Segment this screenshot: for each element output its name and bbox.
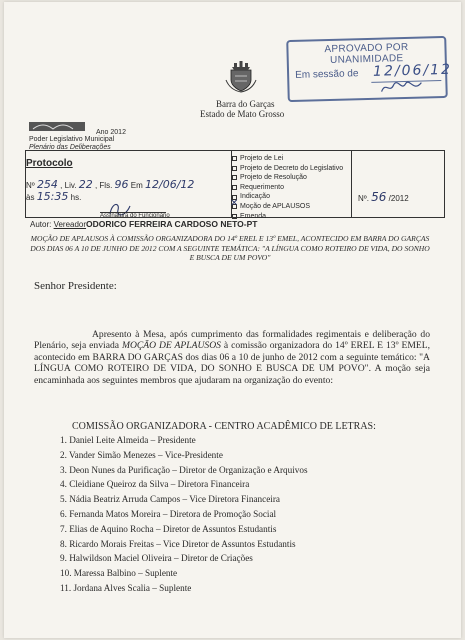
option-projeto-decreto[interactable] xyxy=(232,164,343,174)
author-label: Autor: xyxy=(30,220,52,229)
list-item: 1. Daniel Leite Almeida – Presidente xyxy=(60,435,196,445)
author-role: Vereador xyxy=(53,220,87,229)
protocol-date: 12/06/12 xyxy=(145,178,195,191)
clerk-signature-label: Assinatura do Funcionário xyxy=(100,213,170,219)
protocol-em-label: Em xyxy=(130,181,143,190)
protocol-time: 15:35 xyxy=(36,190,69,203)
doc-number-value: 56 xyxy=(371,190,387,204)
list-item: 11. Jordana Alves Scalia – Suplente xyxy=(60,582,192,593)
municipal-coat-of-arms-icon xyxy=(224,60,258,94)
checkbox[interactable] xyxy=(232,175,237,180)
doc-number-prefix: Nº. xyxy=(358,194,369,203)
option-label: Moção de APLAUSOS xyxy=(240,202,311,210)
option-indicacao[interactable] xyxy=(232,192,343,202)
stamp-date: 12/06/12 xyxy=(372,61,453,80)
protocol-fls: 96 xyxy=(114,178,129,191)
list-item: 6. Fernanda Matos Moreira – Diretora de Promoção Social xyxy=(60,508,277,519)
protocol-as-label: às xyxy=(26,193,35,202)
header-plenary: Plenário das Deliberações xyxy=(29,144,111,151)
stamp-session-label: Em sessão de xyxy=(294,68,359,81)
approval-stamp xyxy=(286,36,453,102)
list-item: 4. Cleidiane Queiroz da Silva – Diretora Financeira xyxy=(60,479,250,490)
option-label: Requerimento xyxy=(240,183,284,191)
option-projeto-resolucao[interactable] xyxy=(232,173,343,183)
list-item: 8. Ricardo Morais Freitas – Vice Diretor de Assuntos Estudantis xyxy=(60,538,296,549)
author-line xyxy=(30,219,257,229)
protocol-fls-label: , Fls. xyxy=(94,181,113,190)
protocol-liv-label: , Liv. xyxy=(60,181,77,190)
protocol-liv: 22 xyxy=(78,178,93,191)
body-paragraph xyxy=(34,329,430,386)
document-type-options xyxy=(232,154,343,221)
list-item: 3. Deon Nunes da Purificação – Diretor de Organização e Arquivos xyxy=(60,464,308,475)
protocol-title: Protocolo xyxy=(26,158,73,169)
motion-title: MOÇÃO DE APLAUSOS À COMISSÃO ORGANIZADORA DO 14º EREL E 13º EMEL, ACONTECIDO EM BARRA DO GARÇAS DOS DIAS 06 A 10 DE JUNHO DE 2012 COM A SEGUINTE TEMÁTICA: "A LÍNGUA COMO ROTEIRO DE VIDA, DO SONHO E BUSCA DE UM POVO" xyxy=(30,234,430,263)
option-label: Emenda xyxy=(240,212,267,220)
checkbox[interactable] xyxy=(232,156,237,161)
list-item: 2. Vander Simão Menezes – Vice-Presidente xyxy=(60,449,223,460)
checkbox-checked[interactable] xyxy=(232,204,237,209)
header-legislative: Poder Legislativo Municipal xyxy=(29,136,115,143)
option-label: Projeto de Decreto do Legislativo xyxy=(240,164,344,172)
chamber-logo-icon xyxy=(29,122,85,131)
option-label: Projeto de Resolução xyxy=(240,174,307,182)
body-emphasis: MOÇÃO DE APLAUSOS xyxy=(121,340,221,352)
header-state: Estado de Mato Grosso xyxy=(200,109,285,119)
list-item: 10. Maressa Balbino – Suplente xyxy=(60,568,178,579)
option-mocao-de-aplausos[interactable] xyxy=(232,202,343,212)
header-city: Barra do Garças xyxy=(216,99,275,109)
header-year: Ano 2012 xyxy=(96,129,126,136)
list-item: 5. Nádia Beatriz Arruda Campos – Vice Diretora Financeira xyxy=(60,494,280,505)
document-number xyxy=(358,190,409,204)
option-label: Projeto de Lei xyxy=(240,155,284,162)
body-text-part: à comissão organizadora do 14º EREL E 13º EMEL, acontecido em BARRA DO GARÇAS dos dias 06 a 10 de junho de 2012 com a seguinte temático: "A LÍNGUA COMO ROTEIRO DE VIDA, DO SONHO E BUSCA DE UM POVO". A moção seja encaminhada aos seguintes membros que ajudaram na organização do evento: xyxy=(34,340,431,386)
protocol-number: 254 xyxy=(36,178,58,191)
option-projeto-de-lei[interactable] xyxy=(232,154,343,164)
author-name: ODORICO FERREIRA CARDOSO NETO-PT xyxy=(86,219,258,229)
list-item: 9. Halwildson Maciel Oliveira – Diretor de Criações xyxy=(60,553,253,564)
body-text-part: Apresento à Mesa, após cumprimento das formalidades regimentais e deliberação do Plenário, seja enviada xyxy=(34,329,430,352)
stamp-title: APROVADO POR UNANIMIDADE xyxy=(324,41,409,66)
list-item: 7. Elias de Aquino Rocha – Diretor de Assuntos Estudantis xyxy=(60,523,277,534)
salutation: Senhor Presidente: xyxy=(34,280,117,292)
checkbox[interactable] xyxy=(232,185,237,190)
protocol-number-label: Nº xyxy=(26,181,35,190)
option-label: Indicação xyxy=(240,193,270,201)
option-requerimento[interactable] xyxy=(232,183,343,193)
doc-number-suffix: /2012 xyxy=(388,194,409,203)
form-divider xyxy=(351,151,352,217)
protocol-line-2 xyxy=(26,190,81,203)
committee-heading: COMISSÃO ORGANIZADORA - CENTRO ACADÊMICO DE LETRAS: xyxy=(72,421,376,432)
checkbox[interactable] xyxy=(232,166,237,171)
stamp-signature xyxy=(379,79,423,96)
member-list xyxy=(60,433,308,596)
protocol-hs-label: hs. xyxy=(70,193,82,202)
